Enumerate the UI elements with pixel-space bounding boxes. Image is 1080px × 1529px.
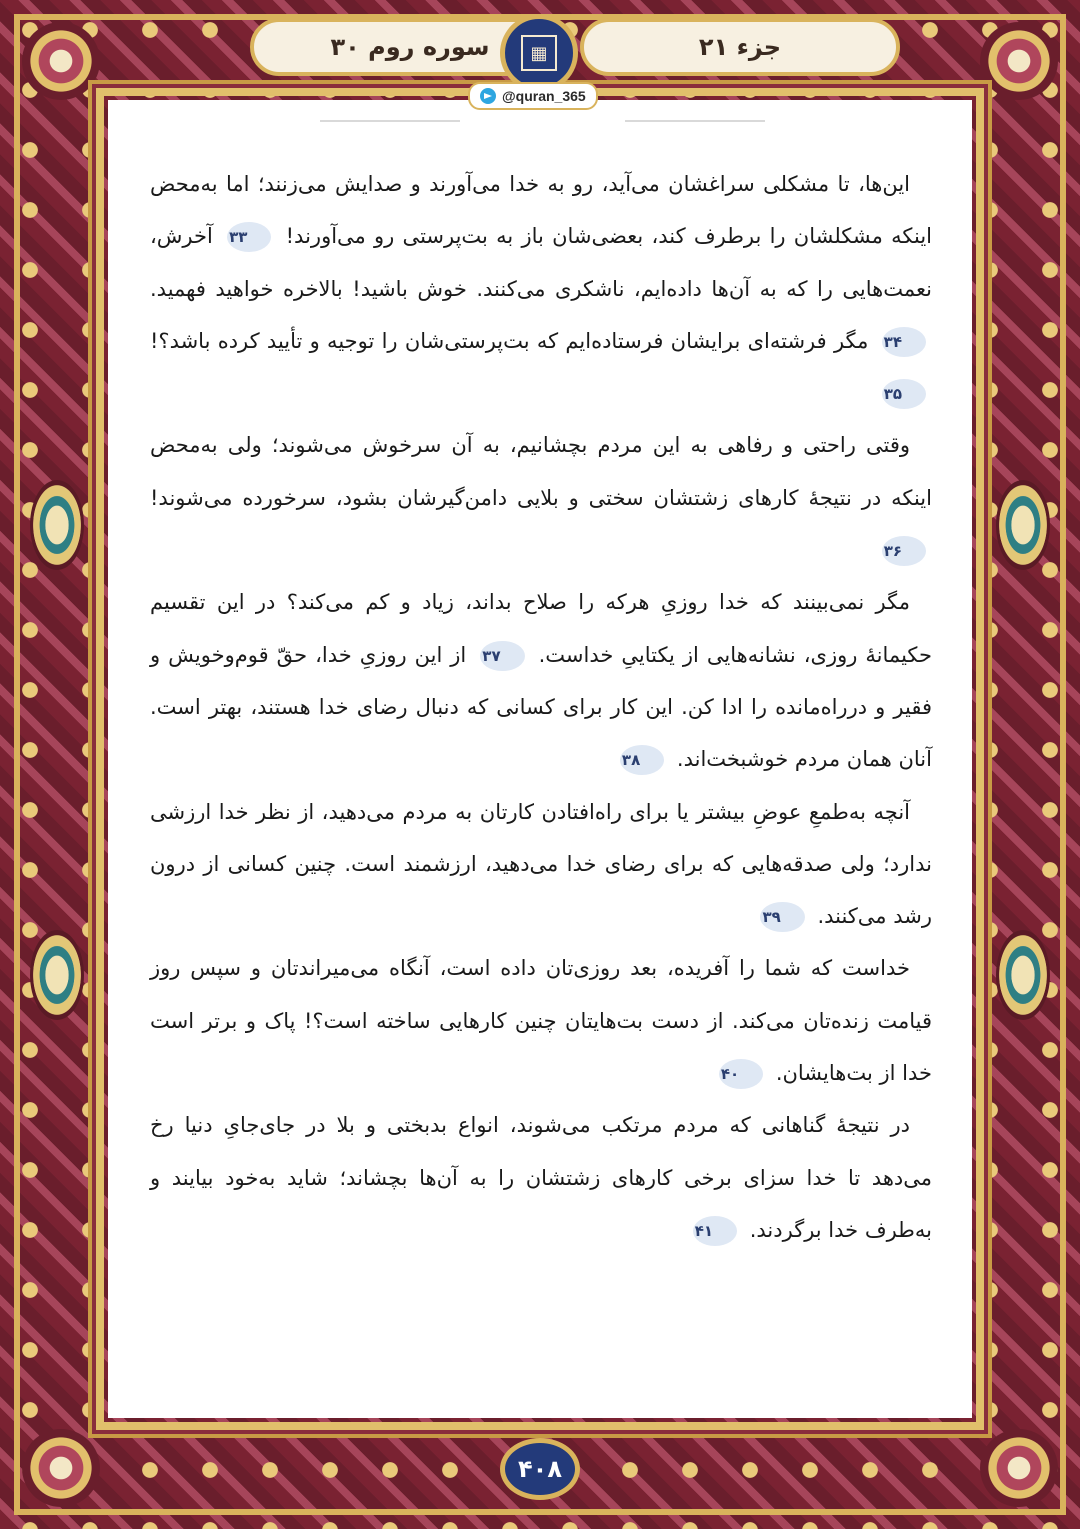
- verse-text: از این روزیِ خدا، حقّ قوم‌وخویش و فقیر و درراه‌مانده را ادا کن. این کار برای کسانی که دنبال رضای خدا هستند، بهتر است. آنان همان مردم خوشبخت‌اند.: [150, 642, 932, 772]
- corner-ornament-top-right: [980, 22, 1058, 100]
- ayah-number-badge: ۳۹: [760, 902, 804, 932]
- paragraph: [150, 419, 932, 576]
- page-number-badge: [500, 1438, 580, 1500]
- telegram-icon: [480, 88, 496, 104]
- ayah-number-badge: ۳۵: [882, 379, 926, 409]
- channel-handle[interactable]: [468, 82, 598, 110]
- paragraph: [150, 942, 932, 1099]
- side-medallion-left: [30, 480, 84, 570]
- side-medallion-right: [996, 930, 1050, 1020]
- corner-ornament-top-left: [22, 22, 100, 100]
- ayah-number-badge: ۳۴: [882, 327, 926, 357]
- juz-number: جزء ۲۱: [698, 33, 782, 61]
- verse-text: آخرش، نعمت‌هایی را که به آن‌ها داده‌ایم، ناشکری می‌کنند. خوش باشید! بالاخره خواهید فهمید.: [150, 224, 932, 301]
- ayah-number-badge: ۳۸: [620, 745, 664, 775]
- side-medallion-left: [30, 930, 84, 1020]
- verse-text: خداست که شما را آفریده، بعد روزی‌تان داده است، آنگاه می‌میراندتان و سپس روز قیامت زنده‌تان می‌کند. از دست بت‌هایتان چنین کارهایی ساخته است؟! پاک و برتر است خدا از بت‌هایشان.: [150, 956, 932, 1086]
- verse-text: آنچه به‌طمعِ عوضِ بیشتر یا برای راه‌افتادن کارتان به مردم می‌دهید، از نظر خدا ارزشی ندارد؛ ولی صدقه‌هایی که برای رضای خدا می‌دهید، ارزشمند است. چنین کسانی از درون رشد می‌کنند.: [150, 799, 932, 929]
- ayah-number-badge: ۳۶: [882, 536, 926, 566]
- channel-name: @quran_365: [502, 88, 586, 104]
- verse-text: وقتی راحتی و رفاهی به این مردم بچشانیم، به آن سرخوش می‌شوند؛ ولی به‌محض اینکه در نتیجهٔ کارهای زشتشان سختی و بلایی دامن‌گیرشان بشود، سرخورده می‌شوند!: [150, 433, 932, 510]
- juz-label: [580, 18, 900, 76]
- translation-text: [150, 158, 932, 1256]
- kufic-square-icon: ▦: [521, 35, 557, 71]
- paragraph: [150, 1099, 932, 1256]
- ayah-number-badge: ۴۰: [719, 1059, 763, 1089]
- corner-ornament-bottom-left: [22, 1429, 100, 1507]
- verse-text: مگر نمی‌بینند که خدا روزیِ هرکه را صلاح بداند، زیاد و کم می‌کند؟ در این تقسیم حکیمانهٔ روزی، نشانه‌هایی از یکتاییِ خداست.: [150, 590, 932, 667]
- paragraph: [150, 786, 932, 943]
- corner-ornament-bottom-right: [980, 1429, 1058, 1507]
- ayah-number-badge: ۴۱: [693, 1216, 737, 1246]
- ayah-number-badge: ۳۷: [480, 641, 524, 671]
- side-medallion-right: [996, 480, 1050, 570]
- page-number: ۴۰۸: [518, 1455, 562, 1483]
- verse-text: این‌ها، تا مشکلی سراغشان می‌آید، رو به خدا می‌آورند و صدایش می‌زنند؛ اما به‌محض اینکه مشکلشان را برطرف کند، بعضی‌شان باز به بت‌پرستی رو می‌آورند!: [150, 172, 932, 249]
- header-divider-left: [320, 120, 460, 122]
- surah-name: سوره روم ۳۰: [330, 33, 490, 61]
- ayah-number-badge: ۳۳: [227, 222, 271, 252]
- verse-text: در نتیجهٔ گناهانی که مردم مرتکب می‌شوند، انواع بدبختی و بلا در جای‌جایِ دنیا رخ می‌دهد تا خدا سزای برخی کارهای زشتشان را به آن‌ها بچشاند؛ شاید به‌خود بیایند و به‌طرف خدا برگردند.: [150, 1113, 932, 1242]
- header-divider-right: [625, 120, 765, 122]
- paragraph: [150, 576, 932, 785]
- verse-text: مگر فرشته‌ای برایشان فرستاده‌ایم که بت‌پرستی‌شان را توجیه و تأیید کرده باشد؟!: [150, 328, 869, 353]
- quran-calligraphy-emblem-icon: [500, 14, 578, 92]
- paragraph: [150, 158, 932, 419]
